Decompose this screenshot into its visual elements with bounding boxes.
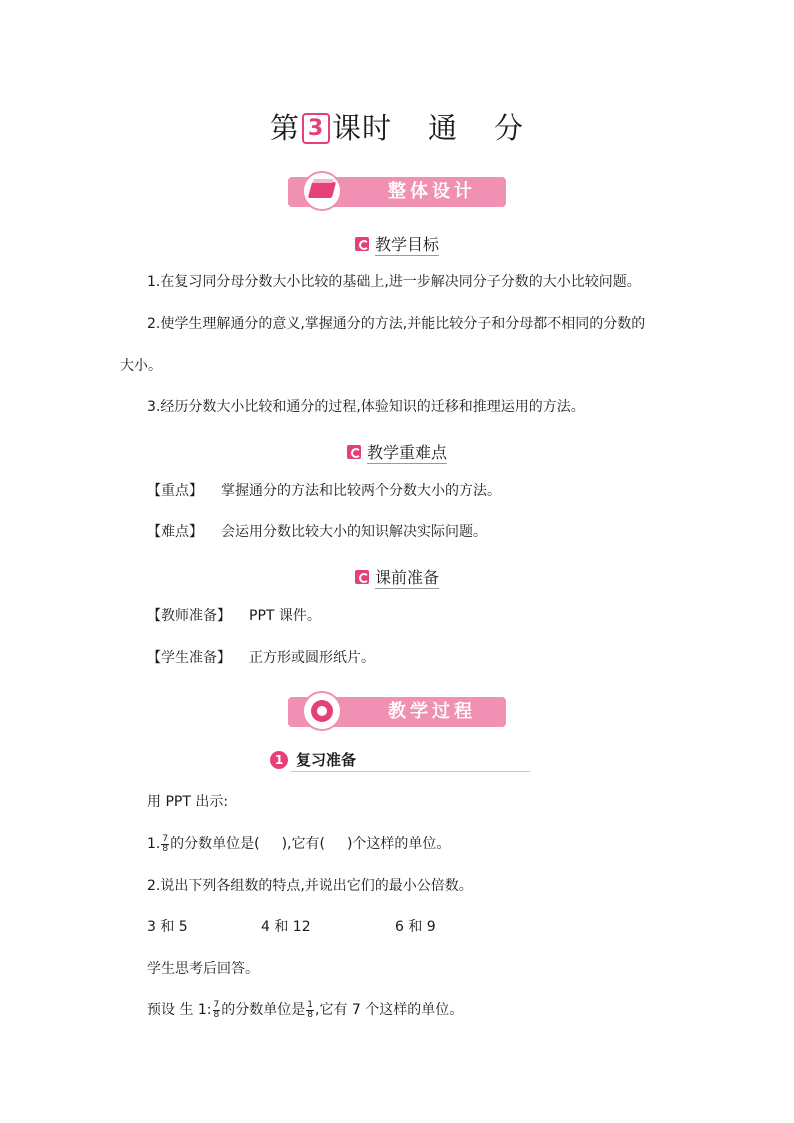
- student-label: 【学生准备】: [147, 650, 231, 666]
- answer-text-a: 的分数单位是: [221, 1002, 306, 1018]
- answer-text-b: ,它有 7 个这样的单位。: [315, 1002, 464, 1018]
- key-point: [147, 481, 501, 501]
- target-icon: [302, 691, 342, 731]
- question-2: 2.说出下列各组数的特点,并说出它们的最小公倍数。: [147, 878, 473, 894]
- numerator: 7: [162, 833, 169, 844]
- q1-text-b: ),它有(: [281, 836, 325, 852]
- subheading-text: 教学目标: [374, 235, 439, 254]
- banner-title: 教学过程: [388, 701, 476, 722]
- q1-text-c: )个这样的单位。: [346, 836, 451, 852]
- hard-point: [147, 522, 487, 542]
- section-banner-teaching-process: [288, 697, 506, 727]
- fraction: [213, 1001, 221, 1020]
- number-pair-1: 3 和 5: [147, 919, 188, 935]
- hard-text: 会运用分数比较大小的知识解决实际问题。: [221, 524, 487, 540]
- denominator: 8: [162, 843, 169, 854]
- preset-answer: [147, 1000, 463, 1020]
- section-underline: [290, 771, 530, 772]
- flag-icon: [355, 570, 369, 584]
- subheading-goals: [0, 232, 794, 255]
- hard-label: 【难点】: [147, 524, 203, 540]
- q1-prefix: 1.: [147, 836, 161, 852]
- title-lesson: 课时: [331, 111, 392, 145]
- student-text: 正方形或圆形纸片。: [249, 650, 375, 666]
- denominator: 8: [213, 1009, 220, 1020]
- student-prep: [147, 648, 375, 668]
- key-text: 掌握通分的方法和比较两个分数大小的方法。: [221, 483, 501, 499]
- section-number-badge: 1: [270, 751, 288, 769]
- teacher-text: PPT 课件。: [249, 608, 321, 624]
- numerator: 1: [307, 999, 313, 1010]
- section-review: [270, 749, 356, 770]
- book-icon: [302, 171, 342, 211]
- question-1: [147, 834, 450, 854]
- lesson-number-badge: 3: [302, 113, 330, 144]
- goal-1: 1.在复习同分母分数大小比较的基础上,进一步解决同分子分数的大小比较问题。: [147, 274, 641, 290]
- banner-title: 整体设计: [388, 181, 476, 202]
- subheading-text: 课前准备: [374, 568, 439, 587]
- q1-text-a: 的分数单位是(: [170, 836, 260, 852]
- subheading-preparation: [0, 565, 794, 588]
- subheading-key-points: [0, 440, 794, 463]
- number-pair-3: 6 和 9: [395, 919, 436, 935]
- fraction: [161, 835, 169, 854]
- goal-3: 3.经历分数大小比较和通分的过程,体验知识的迁移和推理运用的方法。: [147, 399, 585, 415]
- fraction: [306, 1001, 314, 1020]
- think-note: 学生思考后回答。: [147, 961, 259, 977]
- subheading-text: 教学重难点: [366, 443, 447, 462]
- number-pair-2: 4 和 12: [261, 919, 311, 935]
- key-label: 【重点】: [147, 483, 203, 499]
- ppt-show: 用 PPT 出示:: [147, 794, 229, 810]
- flag-icon: [355, 237, 369, 251]
- title-prefix: 第: [269, 111, 300, 145]
- denominator: 8: [307, 1009, 313, 1020]
- title-char-2: 分: [494, 111, 525, 145]
- answer-prefix: 预设 生 1:: [147, 1002, 212, 1018]
- title-char-1: 通: [428, 111, 459, 145]
- section-title: 复习准备: [296, 751, 357, 769]
- page-title: [0, 106, 794, 147]
- flag-icon: [347, 445, 361, 459]
- teacher-prep: [147, 606, 321, 626]
- section-banner-overall-design: [288, 177, 506, 207]
- goal-2: 2.使学生理解通分的意义,掌握通分的方法,并能比较分子和分母都不相同的分数的: [147, 316, 646, 332]
- numerator: 7: [213, 999, 220, 1010]
- goal-2-cont: 大小。: [120, 358, 162, 374]
- teacher-label: 【教师准备】: [147, 608, 231, 624]
